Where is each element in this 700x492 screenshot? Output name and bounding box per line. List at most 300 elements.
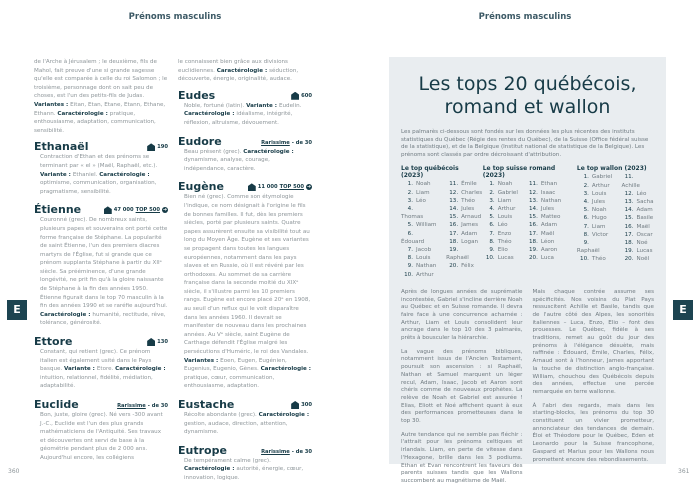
rank-number: 3.: [407, 197, 413, 204]
entry-body: [34, 348, 168, 391]
text: le connaissent bien grâce aux divisions euclidiennes.: [178, 59, 288, 74]
rank-item: [526, 254, 561, 262]
rank-column: [401, 180, 438, 278]
box-intro: Les palmarès ci-dessous sont fondés sur les données les plus récentes des instituts statistiques du Québec (Régie des rentes du Québec), de la Suisse (Office fédéral suisse de la statistique), et de la Belgique (Institut national de statistique de la Belgique). Les prénoms sont classés par ordre décroissant d'attribution.: [401, 129, 649, 158]
rank-item: [401, 254, 438, 262]
text: Couronné (grec). De nombreux saints, plusieurs papes et souverains ont porté cette forme française de Stéphane. La popularité de saint Étienne, l'un des premiers diacres martyrs de l'Église, fut si grande que ce prénom supplanta Stéphane à partir du XIIᵉ siècle. Sa prééminence, d'une grande longévité, ne prit fin qu'à la gloire naissante de Stéphane à la fin des années 1950. Étienne figurait dans le top 70 masculin à la fin des années 1990 et se raréfie aujourd'hui.: [40, 217, 168, 310]
paragraph: Après de longues années de suprématie incontestée, Gabriel s'incline derrière Noah au Québec et en Suisse romande. Il devra faire face à une concurrence acharnée : Arthur, Liam et Louis consolident leur ancrage dans le top 10 des 3 palmarès, prêts à bousculer la hiérarchie.: [401, 288, 523, 342]
rank-item: [401, 271, 438, 279]
rank-number: 1.: [407, 181, 413, 188]
popularity-badge: [261, 140, 312, 146]
rank-item: [577, 173, 614, 181]
rank-number: 3.: [583, 190, 589, 197]
rank-item: [526, 189, 561, 197]
rarity-label: Rarissime: [117, 403, 146, 409]
text: Noble, fortuné (latin).: [184, 102, 247, 109]
rank-name: Sacha: [636, 198, 654, 205]
column-1: [34, 58, 168, 471]
top-list-columns: [577, 173, 654, 263]
page-number: 361: [678, 468, 690, 475]
entry-header: [178, 136, 312, 148]
rank-number: 13.: [624, 198, 634, 205]
popularity-badge: [261, 449, 312, 455]
rank-name: Logan: [461, 238, 479, 245]
page-number: 360: [8, 468, 20, 475]
rank-column: [483, 180, 518, 262]
rank-item: [577, 239, 614, 255]
field-label: Caractérologie :: [57, 110, 110, 117]
rank-name: Noah: [416, 181, 431, 188]
rank-item: [446, 213, 483, 221]
popularity-badge: [291, 401, 312, 409]
arrow-right-icon[interactable]: ➜: [162, 207, 168, 214]
rank-name: Charles: [461, 189, 483, 196]
rank-item: [577, 198, 614, 206]
entry-body: [34, 216, 168, 328]
rank-item: [526, 197, 561, 205]
rank-name: Maël: [636, 223, 650, 230]
rank-item: [622, 247, 654, 255]
rank-item: [446, 180, 483, 188]
rank-number: 16.: [528, 222, 538, 229]
paragraph: La vague des prénoms bibliques, notamment issus de l'Ancien Testament, poursuit son ascension : si Raphaël, Nathan et Samuel marquent un léger recul, Adam, Isaac, Jacob et Aaron sont chéris comme de nouveaux prophètes. La relève de Noah et Gabriel est assurée ! Elias, Eliott et Noé affichent quant à eux des performances prometteuses dans le top 30.: [401, 348, 523, 425]
rank-number: 12.: [528, 189, 538, 196]
rank-number: 14.: [449, 205, 459, 212]
title-line: romand et wallon: [444, 96, 611, 118]
entry-body: [178, 411, 312, 437]
rank-number: 12.: [624, 190, 634, 197]
rank-number: 2.: [489, 189, 495, 196]
field-label: Caractérologie :: [184, 111, 237, 118]
rank-number: 5.: [407, 222, 413, 229]
birth-count: 11 000: [257, 184, 278, 191]
rank-name: Noah: [591, 207, 607, 214]
rank-number: 5.: [583, 207, 589, 214]
name-heading: Étienne: [34, 203, 82, 217]
rank-column: [577, 173, 614, 263]
rank-item: [401, 221, 438, 229]
rank-number: 7.: [407, 247, 413, 253]
rank-item: [526, 246, 561, 254]
rank-number: 15.: [528, 214, 538, 221]
popularity-badge: [147, 143, 168, 151]
rank-name: Louis: [591, 190, 607, 197]
field-label: Caractérologie :: [99, 171, 150, 178]
name-heading: Euclide: [34, 398, 79, 411]
rank-item: [401, 262, 438, 270]
rank-item: [446, 197, 483, 205]
france-icon: [291, 92, 299, 100]
field-label: Variantes :: [184, 357, 221, 364]
rank-item: [401, 180, 438, 188]
rank-number: 16.: [449, 222, 459, 229]
rank-item: [622, 190, 654, 198]
rank-number: 18.: [528, 238, 538, 245]
birth-count: 600: [301, 92, 312, 99]
rank-name: Aaron: [540, 247, 558, 253]
rank-number: 8.: [407, 255, 413, 262]
rank-name: Louis: [497, 214, 513, 221]
france-icon: [248, 183, 256, 191]
field-label: Caractérologie :: [243, 148, 294, 155]
popularity-badge: [248, 183, 312, 191]
field-label: Caractérologie :: [40, 311, 93, 318]
rank-number: 3.: [489, 197, 495, 204]
rank-name: Arthur: [497, 205, 516, 212]
rank-item: [483, 254, 518, 262]
rank-name: Matteo: [540, 214, 561, 221]
top-list-title: Le top wallon (2023): [576, 165, 647, 173]
right-page: [350, 0, 700, 492]
france-icon: [147, 143, 155, 151]
birth-count: 47 000: [113, 207, 134, 214]
section-tab[interactable]: E: [7, 300, 27, 320]
top-lists: [401, 165, 654, 278]
text: pratique, enthousiasme, adaptation, communication, sensibilité.: [34, 110, 156, 134]
field-label: Caractérologie :: [260, 366, 312, 373]
rarity-suffix: - de 30: [147, 403, 168, 409]
rank-item: [622, 223, 654, 231]
entry-body: [178, 148, 312, 174]
rank-name: Adam: [636, 207, 653, 214]
rank-item: [483, 197, 518, 205]
rank-number: 5.: [489, 214, 495, 221]
rank-item: [622, 239, 654, 247]
text: Bien né (grec). Comme son étymologie l'indique, ce nom désignait à l'origine le fils de bonnes familles. Il fut, dès les premiers siècles, porté par plusieurs saints. Quatre papes assurèrent ensuite sa visibilité tout au long du Moyen Âge. Eugène et ses variantes se propagent dans toutes les langues européennes, notamment dans les pays slaves et en Russie, où il est révéré par les orthodoxes. Au sommet de sa carrière française dans la seconde moitié du XIXᵉ siècle, il s'illustre parmi les 10 premiers rangs. Eugène est encore placé 20ᵉ en 1908, au seuil d'un reflux qui le voit disparaître dans les années 1960. Il devrait se manifester de nouveau dans les prochaines années. Au Vᵉ siècle, saint Eugène de Carthage défendit l'Église malgré les persécutions d'Huméric, le roi des Vandales.: [184, 194, 311, 356]
rank-item: [483, 238, 518, 246]
top500-link[interactable]: TOP 500: [135, 207, 160, 214]
name-heading: Eudes: [178, 88, 216, 102]
rank-number: 17.: [449, 230, 459, 237]
rank-name: William: [416, 222, 437, 229]
popularity-badge: [291, 92, 312, 100]
rank-number: 2.: [407, 189, 413, 196]
field-label: Variante :: [40, 171, 73, 178]
rank-item: [577, 182, 614, 190]
rank-name: Liam: [416, 189, 430, 196]
rank-column: [526, 180, 561, 262]
rank-item: [577, 255, 614, 263]
rank-item: [577, 206, 614, 214]
rank-number: 6.: [489, 222, 495, 229]
france-icon: [147, 338, 155, 346]
rank-number: 17.: [624, 231, 634, 238]
rank-item: [483, 221, 518, 229]
rarity-label: Rarissime: [261, 139, 290, 146]
entry-body: [34, 411, 168, 463]
rank-number: 7.: [583, 223, 589, 230]
rank-number: 18.: [624, 240, 634, 246]
text: Etore.: [96, 366, 116, 373]
rank-name: Nathan: [540, 197, 562, 204]
top-list-title: Le top suisse romand (2023): [482, 165, 556, 180]
text: gestion, audace, direction, attention, dynamisme.: [184, 420, 288, 436]
rank-name: Noah: [497, 181, 513, 188]
rank-name: James: [461, 222, 478, 229]
rank-name: Édouard: [401, 238, 425, 245]
rank-number: 6.: [407, 230, 413, 237]
entry-header: [178, 445, 312, 457]
birth-count: 300: [301, 402, 312, 408]
arrow-right-icon[interactable]: ➜: [306, 184, 312, 191]
rank-name: Noël: [636, 256, 650, 263]
rank-name: Léo: [497, 222, 508, 229]
rank-column: [622, 173, 654, 263]
rank-number: 19.: [528, 247, 538, 253]
rank-item: [526, 238, 561, 246]
top-list-title: Le top québécois (2023): [401, 165, 459, 180]
rank-name: Léo: [636, 190, 647, 197]
rank-item: [401, 230, 438, 246]
rank-column: [446, 180, 483, 278]
rank-number: 2.: [583, 182, 589, 189]
rank-item: [446, 246, 483, 262]
rank-number: 13.: [528, 197, 538, 204]
rank-item: [622, 198, 654, 206]
text: Récolte abondante (grec).: [184, 412, 259, 418]
birth-count: 130: [157, 339, 168, 346]
rank-number: 10.: [404, 271, 413, 278]
rank-number: 12.: [449, 189, 459, 196]
section-tab[interactable]: E: [673, 300, 693, 320]
rank-number: 11.: [449, 181, 459, 188]
top-list-columns: [401, 180, 483, 278]
rank-name: Hugo: [591, 215, 607, 222]
rarity-suffix: - de 30: [291, 448, 312, 455]
name-heading: Eugène: [178, 180, 224, 194]
entry-header: [178, 90, 312, 102]
rank-name: Luca: [540, 255, 554, 262]
rank-name: Liam: [591, 223, 606, 230]
text: séduction, découverte, énergie, originalité, audace.: [178, 67, 299, 83]
name-heading: Ettore: [34, 335, 73, 349]
rank-name: Ethan: [540, 181, 558, 188]
field-label: Caractérologie :: [184, 466, 237, 473]
rank-number: 4.: [583, 198, 589, 205]
text: de l'Arche à Jérusalem ; le deuxième, fils de Mahol, fait preuve d'une si grande sagesse qu'elle est comparée à celle du roi Salomon ; le troisième, personnage dont on sait peu de choses, est l'un des petits-fils de Judas.: [34, 59, 168, 100]
rank-item: [401, 205, 438, 221]
text: pratique, cœur, communication, enthousiasme, adaptation.: [184, 374, 275, 390]
name-heading: Eustache: [178, 398, 235, 411]
rank-item: [577, 223, 614, 231]
top-list-columns: [483, 180, 577, 262]
rank-item: [483, 189, 518, 197]
continued-text: [34, 58, 168, 135]
running-head: Prénoms masculins: [128, 12, 222, 22]
rank-item: [622, 255, 654, 263]
rank-number: 14.: [528, 205, 538, 212]
rank-number: 9.: [407, 263, 413, 270]
rank-item: [401, 189, 438, 197]
rank-name: Thomas: [401, 214, 424, 221]
entry-header: [34, 141, 168, 153]
rank-item: [577, 214, 614, 222]
rank-number: 8.: [583, 231, 589, 238]
rank-item: [526, 230, 561, 238]
rank-item: [401, 246, 438, 254]
rank-item: [483, 180, 518, 188]
column-2: [178, 58, 312, 491]
rank-name: Liam: [497, 197, 512, 204]
rank-name: Nathan: [416, 263, 437, 270]
rank-item: [446, 221, 483, 229]
rank-number: 18.: [449, 238, 459, 245]
rank-name: Gabriel: [591, 174, 613, 181]
rank-number: 11.: [624, 174, 634, 181]
rank-item: [483, 213, 518, 221]
popularity-badge: [117, 403, 168, 409]
france-icon: [291, 401, 299, 409]
top500-link[interactable]: TOP 500: [279, 184, 304, 191]
rarity-suffix: - de 30: [291, 139, 312, 146]
text: Eudelin.: [278, 102, 302, 109]
rank-number: 6.: [583, 215, 589, 222]
text: idéalisme, intégrité, réflexion, altruisme, dévouement.: [184, 111, 293, 126]
entry-header: [178, 399, 312, 411]
entry-body: [178, 193, 312, 391]
rank-number: 14.: [624, 207, 634, 214]
rank-number: 19.: [624, 248, 634, 255]
rank-name: Léo: [416, 197, 426, 204]
field-label: Caractérologie :: [258, 412, 310, 418]
rank-number: 11.: [528, 181, 538, 188]
rank-item: [446, 205, 483, 213]
name-heading: Ethanaël: [34, 140, 89, 154]
rank-item: [483, 246, 518, 254]
popularity-badge: [147, 338, 168, 346]
rank-name: Lucas: [636, 248, 653, 255]
rank-name: Jules: [540, 205, 554, 212]
rank-number: 4.: [407, 205, 413, 212]
name-heading: Eudore: [178, 134, 222, 148]
rank-name: Félix: [461, 263, 474, 270]
rank-name: Isaac: [540, 189, 556, 196]
rank-name: Léon: [540, 238, 555, 245]
text: dynamisme, analyse, courage, indépendance, caractère.: [184, 157, 270, 172]
rank-name: Enzo: [497, 230, 512, 237]
rank-item: [483, 205, 518, 213]
rank-name: Raphaël: [446, 255, 469, 262]
entry-header: [34, 336, 168, 348]
rank-name: Théo: [591, 256, 606, 263]
entry-header: [34, 399, 168, 411]
rank-item: [446, 238, 483, 246]
rank-name: Jules: [461, 205, 475, 212]
rank-number: 17.: [528, 230, 538, 237]
rank-name: Lucas: [497, 255, 514, 262]
top-list: [401, 165, 483, 278]
rank-name: Maël: [540, 230, 555, 237]
text: Constant, qui retient (grec). Ce prénom italien est également usité dans le Pays basque.: [40, 349, 152, 373]
france-icon: [104, 206, 112, 214]
rank-name: Arnaud: [461, 214, 482, 221]
entry-header: [178, 181, 312, 193]
rank-item: [526, 205, 561, 213]
rank-item: [446, 189, 483, 197]
rank-number: 16.: [624, 223, 634, 230]
rank-name: Noé: [636, 240, 648, 246]
rank-item: [446, 262, 483, 270]
text: autorité, énergie, cœur, innovation, logique.: [184, 466, 304, 481]
rank-name: Théo: [461, 197, 475, 204]
rank-item: [577, 231, 614, 239]
rank-number: 20.: [449, 263, 459, 270]
top-list: [483, 165, 577, 278]
rank-number: 10.: [485, 255, 495, 262]
rank-number: 7.: [489, 230, 495, 237]
rank-item: [622, 214, 654, 222]
rarity-label: Rarissime: [261, 448, 290, 455]
text: Beau présent (grec).: [184, 148, 244, 155]
rank-item: [577, 190, 614, 198]
field-label: Variante :: [246, 102, 279, 109]
rank-number: 1.: [489, 181, 495, 188]
rank-item: [526, 213, 561, 221]
text: Eoen, Eugen, Eugénien, Eugenius, Eugenio, Gènes.: [184, 357, 287, 373]
rank-number: 20.: [624, 256, 634, 263]
text: Contraction d'Ethan et des prénoms se terminant par « el » (Maël, Raphaël, etc.).: [40, 154, 158, 169]
rank-name: Gabriel: [497, 189, 518, 196]
rank-name: Arthur: [591, 182, 610, 189]
rank-number: 9.: [489, 247, 495, 253]
rank-number: 1.: [583, 174, 589, 181]
rank-item: [622, 231, 654, 239]
continued-text: [178, 58, 312, 84]
paragraph: À l'abri des regards, mais dans les starting-blocks, les prénoms du top 30 constituent un vivier prometteur, annonciateur des tendances de demain. Éloi et Théodore pour le Québec, Eden et Leonardo pour la Suisse francophone, Gaspard et Marius pour les Wallons nous promettent encore des rebondissements.: [532, 402, 654, 463]
running-head: Prénoms masculins: [478, 12, 572, 22]
birth-count: 190: [157, 144, 168, 151]
rank-name: Basile: [636, 215, 654, 222]
field-label: Caractérologie :: [115, 366, 166, 373]
rank-number: 13.: [449, 197, 459, 204]
rank-name: Oscar: [636, 231, 653, 238]
rank-item: [526, 180, 561, 188]
rank-number: 9.: [583, 240, 589, 246]
entry-header: [34, 204, 168, 216]
rank-name: Achille: [621, 182, 640, 189]
rank-number: 20.: [528, 255, 538, 262]
rank-number: 15.: [624, 215, 634, 222]
paragraph: Autre tendance qui ne semble pas fléchir : l'attrait pour les prénoms celtiques et irlandais. Liam, en perte de vitesse dans l'Hexagone, brille dans les 3 podiums. Ethan et Evan rencontrent les faveurs des parents suisses tandis que les Wallons succombent au magnétisme de Maël.: [401, 431, 523, 484]
rank-name: Arthur: [416, 271, 434, 278]
text: Ethaniel.: [72, 171, 100, 178]
rank-item: [526, 221, 561, 229]
rank-name: Jacob: [416, 247, 432, 253]
text: Eitan, Etan, Etane, Etann, Ethane, Ethann.: [34, 101, 166, 117]
text: intuition, relationnel, fidélité, médiation, adaptabilité.: [40, 374, 153, 390]
entry-body: [178, 457, 312, 483]
text: humanité, rectitude, rêve, tolérance, générosité.: [40, 311, 166, 327]
rank-name: Victor: [591, 231, 609, 238]
text: Bon, juste, gloire (grec). Né vers -300 avant J.-C., Euclide est l'un des plus grands mathématiciens de l'Antiquité. Ses travaux et découvertes ont servi de base à la géométrie pendant plus de 2 000 ans. Aujourd'hui encore, les collégiens: [40, 412, 163, 461]
field-label: Variante :: [64, 366, 97, 373]
box-title: [401, 73, 654, 119]
rank-item: [622, 173, 654, 189]
rank-name: Émile: [461, 181, 477, 188]
text: De tempérament calme (grec).: [184, 457, 271, 464]
name-heading: Eutrope: [178, 443, 227, 457]
rank-number: 19.: [449, 247, 459, 253]
rank-name: Elio: [497, 247, 508, 253]
rank-item: [446, 230, 483, 238]
field-label: Variantes :: [34, 101, 71, 108]
field-label: Caractérologie :: [216, 67, 270, 74]
text: optimisme, communication, organisation, pragmatisme, sensibilité.: [40, 180, 157, 195]
rank-item: [622, 206, 654, 214]
rank-name: Louis: [416, 255, 431, 262]
paragraph: Mais chaque contrée assume ses spécificités. Nos voisins du Plat Pays ressuscitent Achille et Basile, tandis que de l'autre côté des Alpes, les sonorités italiennes – Luca, Enzo, Elio – font des prouesses. Le Québec, fidèle à ses traditions, remet au goût du jour des prénoms à l'élégance désuète, mais raffinée : Édouard, Émile, Charles, Félix, Arnaud sont à l'honneur, James apportant la touche de distinction anglo-française. William, chouchou des Québécois depuis des années, effectue une percée remarquée en terre wallonne.: [532, 288, 654, 395]
top-list: [577, 165, 654, 278]
